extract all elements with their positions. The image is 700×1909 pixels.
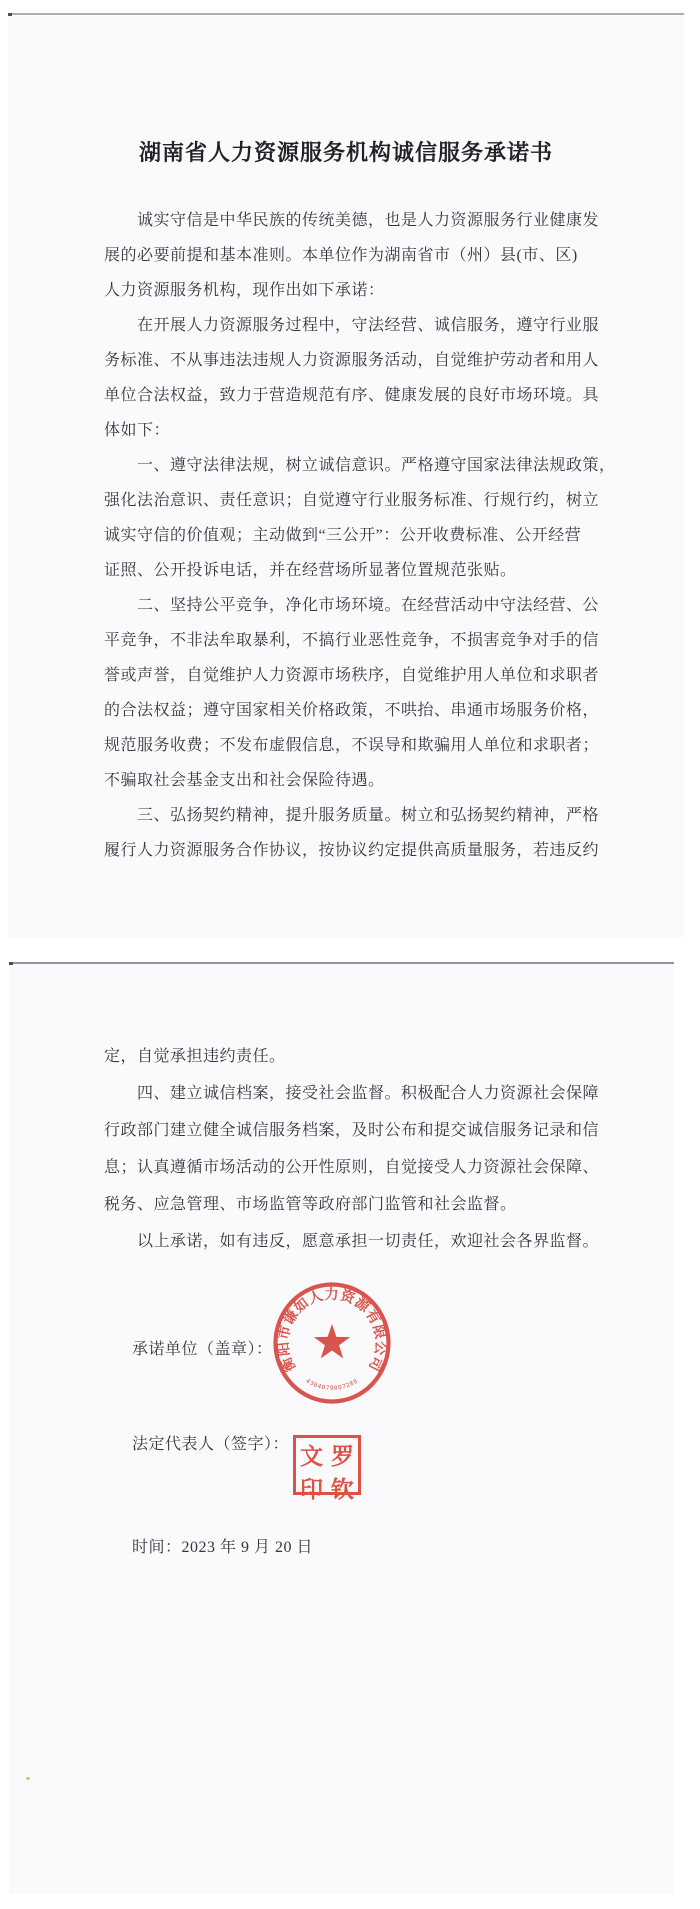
body-line: 誉或声誉，自觉维护人力资源市场秩序，自觉维护用人单位和求职者 — [104, 667, 600, 684]
date-line: 时间：2023 年 9 月 20 日 — [132, 1539, 314, 1556]
body-line: 人力资源服务机构，现作出如下承诺： — [104, 282, 385, 299]
body-line: 行政部门建立健全诚信服务档案，及时公布和提交诚信服务记录和信 — [104, 1122, 600, 1139]
body-line: 履行人力资源服务合作协议，按协议约定提供高质量服务，若违反约 — [104, 842, 600, 859]
body-line: 定，自觉承担违约责任。 — [104, 1048, 286, 1065]
body-line: 四、建立诚信档案，接受社会监督。积极配合人力资源社会保障 — [104, 1085, 600, 1102]
body-line: 强化法治意识、责任意识；自觉遵守行业服务标准、行规行约，树立 — [104, 492, 600, 509]
page-1 — [8, 13, 684, 937]
scan-edge-mark — [9, 962, 13, 965]
body-line: 以上承诺，如有违反，愿意承担一切责任，欢迎社会各界监督。 — [104, 1233, 600, 1250]
company-seal — [270, 1279, 394, 1407]
body-line: 在开展人力资源服务过程中，守法经营、诚信服务，遵守行业服 — [104, 317, 600, 334]
body-line: 单位合法权益，致力于营造规范有序、健康发展的良好市场环境。具 — [104, 387, 600, 404]
body-line: 平竞争，不非法牟取暴利，不搞行业恶性竞争，不损害竞争对手的信 — [104, 632, 600, 649]
body-line: 三、弘扬契约精神，提升服务质量。树立和弘扬契约精神，严格 — [104, 807, 600, 824]
body-line: 务标准、不从事违法违规人力资源服务活动，自觉维护劳动者和用人 — [104, 352, 600, 369]
name-stamp-char: 印 — [300, 1477, 323, 1502]
body-line: 诚实守信是中华民族的传统美德，也是人力资源服务行业健康发 — [104, 212, 600, 229]
legal-representative-label: 法定代表人（签字）： — [132, 1436, 290, 1453]
name-stamp-char: 钦 — [331, 1477, 354, 1502]
name-stamp-char: 罗 — [331, 1444, 354, 1469]
body-line: 税务、应急管理、市场监管等政府部门监管和社会监督。 — [104, 1196, 517, 1213]
red-star-icon — [314, 1324, 350, 1358]
body-line: 证照、公开投诉电话，并在经营场所显著位置规范张贴。 — [104, 562, 517, 579]
page-2 — [9, 962, 674, 1894]
body-line: 一、遵守法律法规，树立诚信意识。严格遵守国家法律法规政策， — [104, 457, 616, 474]
body-line: 的合法权益；遵守国家相关价格政策，不哄抬、串通市场服务价格， — [104, 702, 600, 719]
company-seal-number: 4304079007288 — [304, 1377, 360, 1392]
body-line: 不骗取社会基金支出和社会保险待遇。 — [104, 772, 385, 789]
svg-text:4304079007288 — [304, 1378, 359, 1392]
scan-speck — [26, 1777, 30, 1780]
name-stamp — [293, 1435, 361, 1502]
body-line: 展的必要前提和基本准则。本单位作为湖南省市（州）县(市、区) — [104, 247, 578, 264]
page1-body — [104, 203, 616, 868]
unit-seal-label: 承诺单位（盖章）： — [132, 1341, 273, 1358]
company-seal-text: 衡阳市谦如人力资源有限公司 — [276, 1287, 388, 1374]
body-line: 体如下： — [104, 422, 171, 439]
body-line: 二、坚持公平竞争，净化市场环境。在经营活动中守法经营、公 — [104, 597, 600, 614]
scan-edge-mark — [8, 13, 12, 16]
name-stamp-char: 文 — [300, 1444, 323, 1469]
body-line: 诚实守信的价值观；主动做到“三公开”：公开收费标准、公开经营 — [104, 527, 582, 544]
page2-body — [104, 1038, 600, 1260]
body-line: 规范服务收费；不发布虚假信息，不误导和欺骗用人单位和求职者； — [104, 737, 600, 754]
body-line: 息；认真遵循市场活动的公开性原则，自觉接受人力资源社会保障、 — [104, 1159, 600, 1176]
page-title: 湖南省人力资源服务机构诚信服务承诺书 — [138, 140, 553, 165]
